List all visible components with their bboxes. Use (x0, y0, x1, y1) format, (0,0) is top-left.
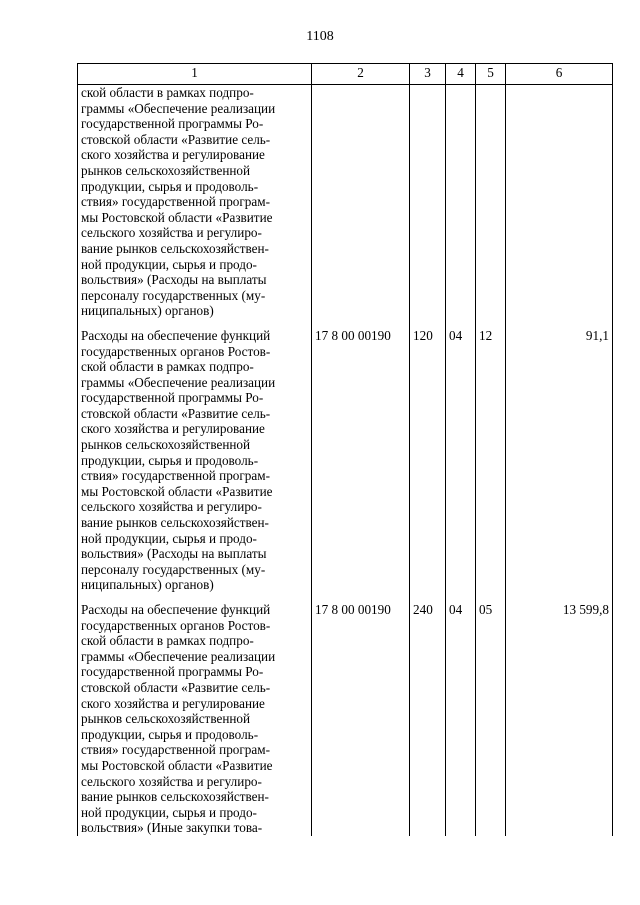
description-line: ского хозяйства и регулирование (81, 147, 265, 163)
description-line: продукции, сырья и продоволь- (81, 726, 259, 742)
description-line: персоналу государственных (му- (81, 287, 266, 303)
page-number: 1108 (306, 29, 334, 44)
description-line: ной продукции, сырья и продо- (81, 256, 257, 272)
description-line: стовской области «Развитие сель- (81, 131, 271, 147)
description-line: мы Ростовской области «Развитие (81, 209, 273, 225)
description-line: государственной программы Ро- (81, 664, 264, 680)
column-header-2: 2 (312, 64, 410, 85)
description-line: ной продукции, сырья и продо- (81, 804, 257, 820)
description-line: стовской области «Развитие сель- (81, 679, 271, 695)
description-line: вольствия» (Иные закупки това- (81, 820, 263, 836)
section-code: 04 (446, 319, 476, 593)
row-description (78, 319, 312, 593)
section-code: 04 (446, 593, 476, 836)
description-line: ской области в рамках подпро- (81, 633, 254, 649)
table-row (78, 593, 613, 836)
table-body (78, 85, 613, 836)
header-row (78, 64, 613, 85)
description-line: граммы «Обеспечение реализации (81, 374, 276, 390)
budget-table (77, 63, 613, 836)
description-line: продукции, сырья и продоволь- (81, 452, 259, 468)
description-line: ствия» государственной програм- (81, 194, 270, 210)
row-description (78, 85, 312, 319)
description-line: Расходы на обеспечение функций (81, 327, 271, 343)
table-row (78, 85, 613, 319)
description-line: ского хозяйства и регулирование (81, 695, 265, 711)
description-line: рынков сельскохозяйственной (81, 711, 251, 727)
description-line: Расходы на обеспечение функций (81, 602, 271, 617)
column-header-1: 1 (78, 64, 312, 85)
description-line: граммы «Обеспечение реализации (81, 648, 276, 664)
row-description (78, 593, 312, 836)
description-line: сельского хозяйства и регулиро- (81, 225, 262, 241)
description-line: рынков сельскохозяйственной (81, 162, 251, 178)
description-line: ствия» государственной програм- (81, 742, 270, 758)
description-line: сельского хозяйства и регулиро- (81, 499, 262, 515)
expense-type-code: 240 (410, 593, 446, 836)
column-header-4: 4 (446, 64, 476, 85)
subsection-code: 12 (476, 319, 506, 593)
description-line: государственных органов Ростов- (81, 617, 271, 633)
description-line: рынков сельскохозяйственной (81, 437, 251, 453)
column-header-5: 5 (476, 64, 506, 85)
description-line: вольствия» (Расходы на выплаты (81, 546, 267, 562)
column-header-6: 6 (506, 64, 613, 85)
description-line: граммы «Обеспечение реализации (81, 100, 276, 116)
description-line: стовской области «Развитие сель- (81, 405, 271, 421)
description-line: вание рынков сельскохозяйствен- (81, 789, 269, 805)
column-header-3: 3 (410, 64, 446, 85)
description-line: ской области в рамках подпро- (81, 359, 254, 375)
description-line: вание рынков сельскохозяйствен- (81, 515, 269, 531)
expense-type-code (410, 85, 446, 319)
description-line: ной продукции, сырья и продо- (81, 530, 257, 546)
amount: 13 599,8 (506, 593, 613, 836)
table-row (78, 319, 613, 593)
description-line: государственной программы Ро- (81, 116, 264, 132)
target-article-code: 17 8 00 00190 (312, 593, 410, 836)
description-line: ниципальных) органов) (81, 577, 214, 593)
amount (506, 85, 613, 319)
description-line: ского хозяйства и регулирование (81, 421, 265, 437)
description-line: продукции, сырья и продоволь- (81, 178, 259, 194)
target-article-code (312, 85, 410, 319)
subsection-code: 05 (476, 593, 506, 836)
description-line: мы Ростовской области «Развитие (81, 483, 273, 499)
description-line: ствия» государственной програм- (81, 468, 270, 484)
description-line: сельского хозяйства и регулиро- (81, 773, 262, 789)
section-code (446, 85, 476, 319)
description-line: государственных органов Ростов- (81, 343, 271, 359)
description-line: ской области в рамках подпро- (81, 85, 254, 100)
description-line: персоналу государственных (му- (81, 561, 266, 577)
subsection-code (476, 85, 506, 319)
description-line: мы Ростовской области «Развитие (81, 757, 273, 773)
expense-type-code: 120 (410, 319, 446, 593)
target-article-code: 17 8 00 00190 (312, 319, 410, 593)
amount: 91,1 (506, 319, 613, 593)
description-line: государственной программы Ро- (81, 390, 264, 406)
description-line: вольствия» (Расходы на выплаты (81, 272, 267, 288)
description-line: ниципальных) органов) (81, 303, 214, 319)
description-line: вание рынков сельскохозяйствен- (81, 240, 269, 256)
table-header (78, 64, 613, 85)
